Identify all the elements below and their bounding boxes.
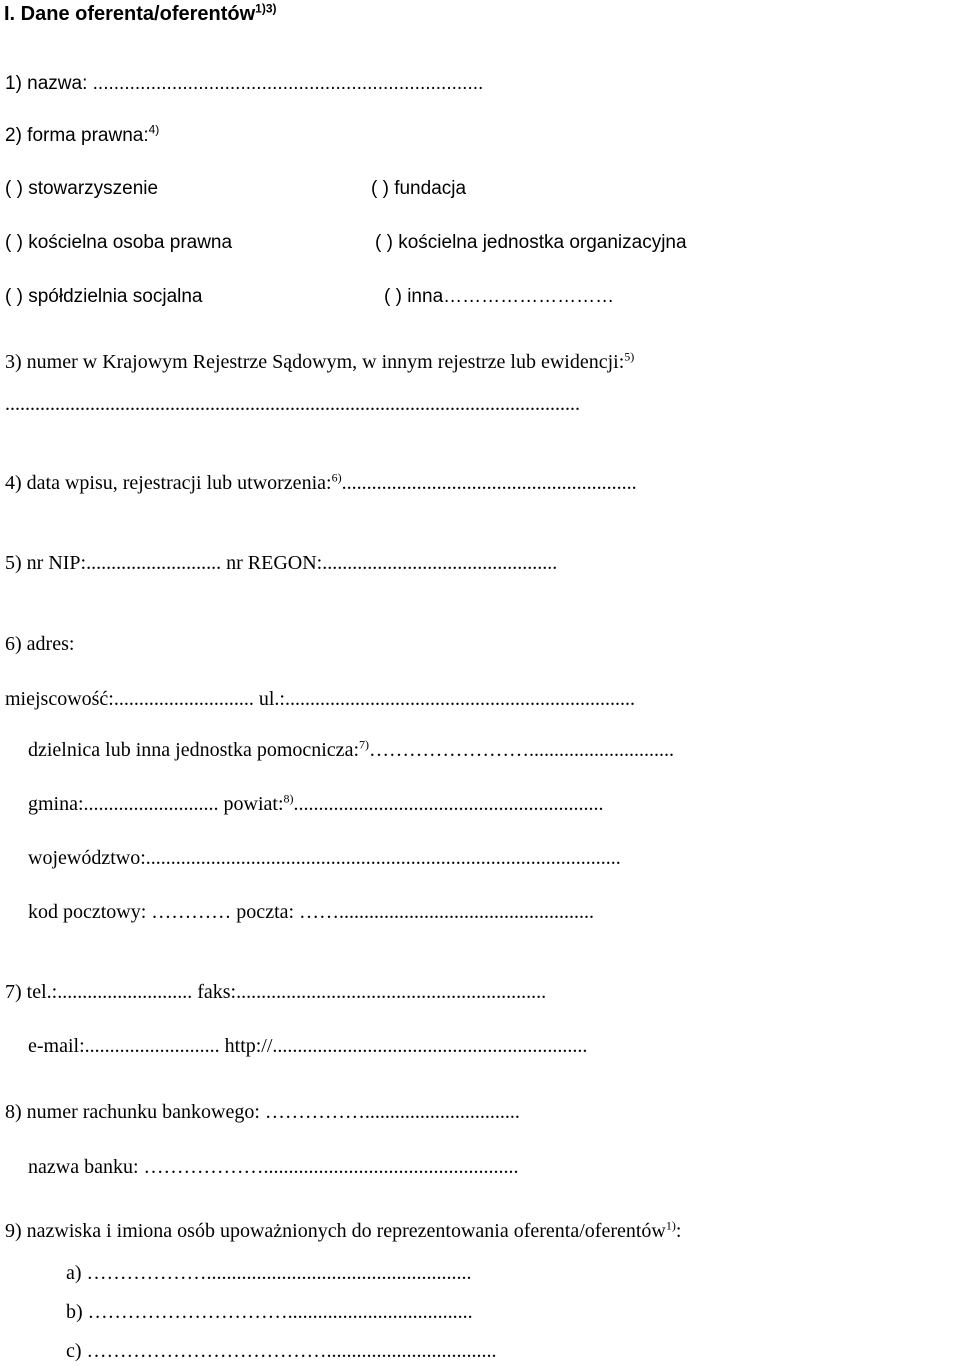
wojewodztwo-field[interactable]: województwo:...............................................................................................: [28, 847, 621, 869]
option-fundacja[interactable]: ( ) fundacja: [371, 178, 467, 199]
nazwa-banku-field[interactable]: nazwa banku: ………………...................................................: [28, 1156, 519, 1178]
data-wpisu-field[interactable]: 4) data wpisu, rejestracji lub utworzenia:$^{6)}$...........................................................: [5, 470, 637, 494]
osoba-a-field[interactable]: a) ……………….....................................................: [66, 1262, 472, 1284]
osoba-c-field[interactable]: c) ………………………………..................................: [66, 1340, 497, 1362]
osoba-b-field[interactable]: b) ………………………….....................................: [66, 1301, 473, 1323]
section-title: I. Dane oferenta/oferentów$^{1)3)}$: [4, 1, 277, 25]
miejscowosc-field[interactable]: miejscowość:............................ ul.:......................................................................: [5, 688, 635, 710]
dzielnica-field[interactable]: dzielnica lub inna jednostka pomocnicza:$^{7)}$…………………….............................: [28, 737, 674, 761]
nip-regon-field[interactable]: 5) nr NIP:........................... nr REGON:...............................................: [5, 552, 558, 574]
rachunek-field[interactable]: 8) numer rachunku bankowego: ……………...............................: [5, 1101, 520, 1123]
kod-poczta-field[interactable]: kod pocztowy: ………… poczta: ……...................................................: [28, 901, 595, 923]
osoby-label: 9) nazwiska i imiona osób upoważnionych do reprezentowania oferenta/oferentów$^{1)}$:: [5, 1218, 682, 1242]
adres-label: 6) adres:: [5, 633, 75, 655]
option-koscielna-jednostka[interactable]: ( ) kościelna jednostka organizacyjna: [375, 232, 687, 253]
tel-faks-field[interactable]: 7) tel.:........................... faks:..............................................................: [5, 981, 547, 1003]
option-spoldzielnia-socjalna[interactable]: ( ) spółdzielnia socjalna: [5, 286, 203, 307]
option-inna[interactable]: ( ) inna………………………: [384, 286, 615, 307]
gmina-powiat-field[interactable]: gmina:........................... powiat:$^{8)}$..............................................................: [28, 791, 604, 815]
option-stowarzyszenie[interactable]: ( ) stowarzyszenie: [5, 178, 159, 199]
forma-prawna-label: 2) forma prawna:$^{4)}$: [5, 122, 160, 146]
email-http-field[interactable]: e-mail:........................... http://...............................................................: [28, 1035, 588, 1057]
option-koscielna-osoba-prawna[interactable]: ( ) kościelna osoba prawna: [5, 232, 233, 253]
krs-label: 3) numer w Krajowym Rejestrze Sądowym, w innym rejestrze lub ewidencji:$^{5)}$: [5, 349, 635, 373]
krs-field[interactable]: ...................................................................................................................: [5, 393, 580, 415]
nazwa-field[interactable]: 1) nazwa: ..........................................................................: [5, 73, 484, 94]
